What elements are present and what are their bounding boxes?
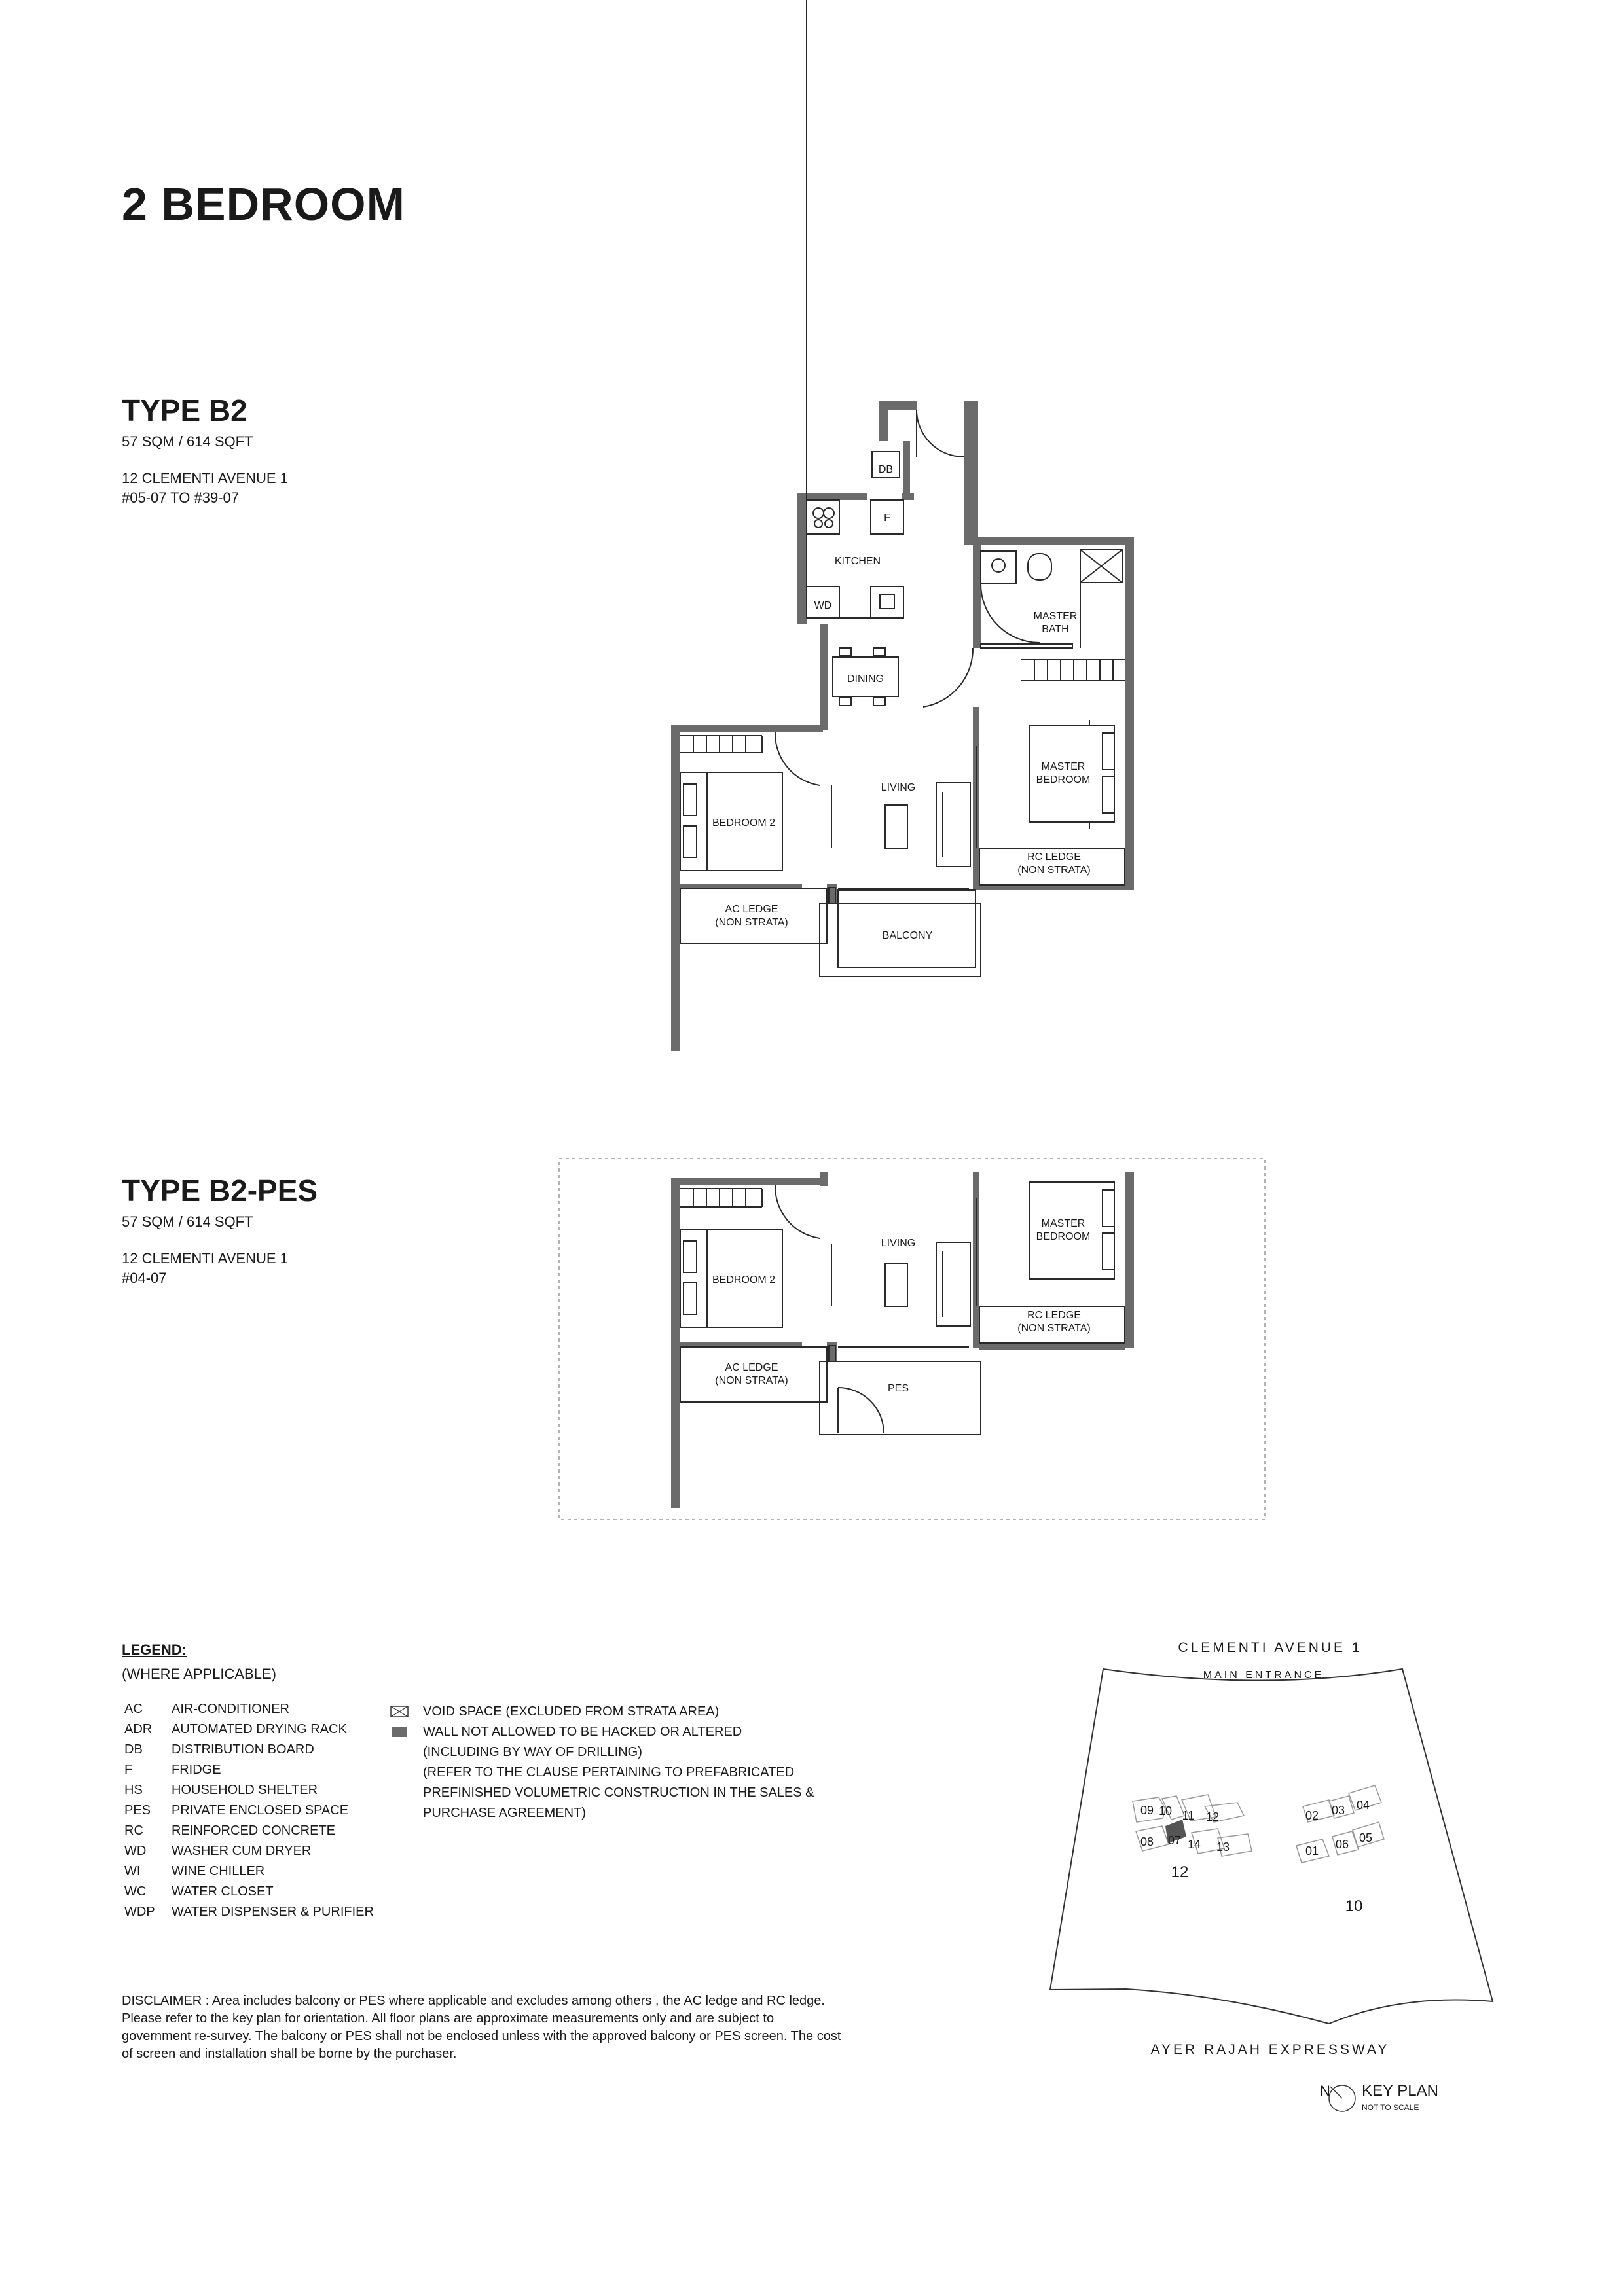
label-fridge: F xyxy=(884,512,890,524)
type-b2-area: 57 SQM / 614 SQFT xyxy=(122,433,253,450)
block-10-label: 10 xyxy=(1345,1897,1363,1915)
legend-wall-line: (INCLUDING BY WAY OF DRILLING) xyxy=(423,1745,642,1759)
disclaimer: DISCLAIMER : Area includes balcony or PES where applicable and excludes among others , the AC ledge and RC ledge. Please refer to the key plan for orientation. All floor plans are approximate measurements only and are subject to government re-survey. The balcony or PES shall not be enclosed unless with the approved balcony or PES screen. The cost of screen and installation shall be borne by the purchaser. xyxy=(122,1994,841,2061)
label-pes-living: LIVING xyxy=(881,1238,916,1249)
unit-label: 09 xyxy=(1140,1804,1154,1817)
unit-label: 14 xyxy=(1187,1838,1201,1851)
label-balcony: BALCONY xyxy=(882,930,933,941)
type-b2-address: 12 CLEMENTI AVENUE 1 xyxy=(122,470,288,486)
road-top: CLEMENTI AVENUE 1 xyxy=(1178,1640,1362,1655)
block-10-units xyxy=(1305,1799,1372,1857)
page-title: 2 BEDROOM xyxy=(122,179,405,230)
block-12-label: 12 xyxy=(1171,1863,1189,1881)
legend-wall: WALL NOT ALLOWED TO BE HACKED OR ALTERED xyxy=(390,1722,814,1742)
unit-label: 12 xyxy=(1205,1810,1220,1823)
unit-label: 10 xyxy=(1158,1804,1173,1818)
type-b2-title: TYPE B2 xyxy=(122,393,247,427)
label-master-bedroom-2: BEDROOM xyxy=(1036,774,1091,785)
void-space-icon xyxy=(390,1706,409,1717)
main-entrance: MAIN ENTRANCE xyxy=(1203,1670,1324,1681)
legend-heading: LEGEND: xyxy=(122,1641,187,1658)
legend-void-space: VOID SPACE (EXCLUDED FROM STRATA AREA) xyxy=(390,1702,814,1722)
label-master-bedroom-1: MASTER xyxy=(1041,761,1085,772)
site-boundary xyxy=(1050,1669,1493,2024)
label-rc-ledge-2: (NON STRATA) xyxy=(1017,865,1091,876)
type-b2-pes-area: 57 SQM / 614 SQFT xyxy=(122,1213,253,1230)
key-plan-subtitle: NOT TO SCALE xyxy=(1362,2103,1419,2112)
label-pes-ac-ledge-1: AC LEDGE xyxy=(725,1362,778,1373)
void-boundary xyxy=(559,1158,1265,1520)
label-living: LIVING xyxy=(881,782,916,793)
type-b2-pes-title: TYPE B2-PES xyxy=(122,1174,318,1208)
label-db: DB xyxy=(878,464,894,475)
label-rc-ledge-1: RC LEDGE xyxy=(1027,852,1081,863)
unit-label: 06 xyxy=(1335,1838,1349,1851)
unit-label: 02 xyxy=(1305,1809,1319,1822)
unit-label: 05 xyxy=(1359,1831,1373,1844)
label-ac-ledge-1: AC LEDGE xyxy=(725,904,778,915)
north-label: N xyxy=(1320,2083,1330,2099)
label-pes-master-bedroom-1: MASTER xyxy=(1041,1218,1085,1229)
label-master-bath-2: BATH xyxy=(1042,624,1069,635)
unit-label: 01 xyxy=(1305,1844,1319,1857)
legend-symbols xyxy=(390,1702,814,1823)
label-pes-rc-ledge-2: (NON STRATA) xyxy=(1017,1323,1091,1334)
unit-label: 13 xyxy=(1216,1840,1230,1854)
key-plan xyxy=(1034,1630,1519,2121)
label-kitchen: KITCHEN xyxy=(834,556,881,567)
type-b2-pes-address: 12 CLEMENTI AVENUE 1 xyxy=(122,1250,288,1266)
label-pes-ac-ledge-2: (NON STRATA) xyxy=(715,1375,788,1386)
type-b2-units: #05-07 TO #39-07 xyxy=(122,490,239,506)
label-bedroom2: BEDROOM 2 xyxy=(712,817,776,829)
label-ac-ledge-2: (NON STRATA) xyxy=(715,917,788,928)
legend-subheading: (WHERE APPLICABLE) xyxy=(122,1666,276,1682)
type-b2-pes-units: #04-07 xyxy=(122,1270,167,1286)
legend-wall-line: PURCHASE AGREEMENT) xyxy=(423,1806,586,1820)
legend-wall-line: (REFER TO THE CLAUSE PERTAINING TO PREFABRICATED xyxy=(423,1765,795,1780)
label-pes: PES xyxy=(887,1383,909,1394)
north-arrow-icon xyxy=(1329,2085,1355,2111)
label-pes-bedroom2: BEDROOM 2 xyxy=(712,1274,776,1285)
key-plan-title: KEY PLAN xyxy=(1362,2082,1438,2100)
unit-label: 11 xyxy=(1182,1809,1195,1822)
road-bottom: AYER RAJAH EXPRESSWAY xyxy=(1150,2042,1390,2057)
label-dining: DINING xyxy=(847,673,884,685)
label-pes-master-bedroom-2: BEDROOM xyxy=(1036,1231,1091,1242)
legend-wall-line: PREFINISHED VOLUMETRIC CONSTRUCTION IN THE SALES & xyxy=(423,1785,814,1800)
unit-label: 04 xyxy=(1356,1799,1370,1812)
unit-label: 07 xyxy=(1167,1834,1182,1847)
wall-icon xyxy=(390,1726,409,1738)
legend-list: AC AIR-CONDITIONER ADR AUTOMATED DRYING RACK DB DISTRIBUTION BOARD F FRIDGE HS HOUSEHOLD SHELTER PES PRIVATE ENCLOSED SPACE RC REINFORCED CONCRETE WD WASHER CUM DRYER WI WINE CHILLER WC WATER CLOSET WDP WATER DISPENSER & PURIFIER xyxy=(124,1702,374,1919)
label-wd: WD xyxy=(814,600,832,611)
unit-label: 08 xyxy=(1140,1835,1154,1848)
label-pes-rc-ledge-1: RC LEDGE xyxy=(1027,1310,1081,1321)
label-master-bath-1: MASTER xyxy=(1033,611,1078,622)
unit-label: 03 xyxy=(1331,1804,1345,1817)
